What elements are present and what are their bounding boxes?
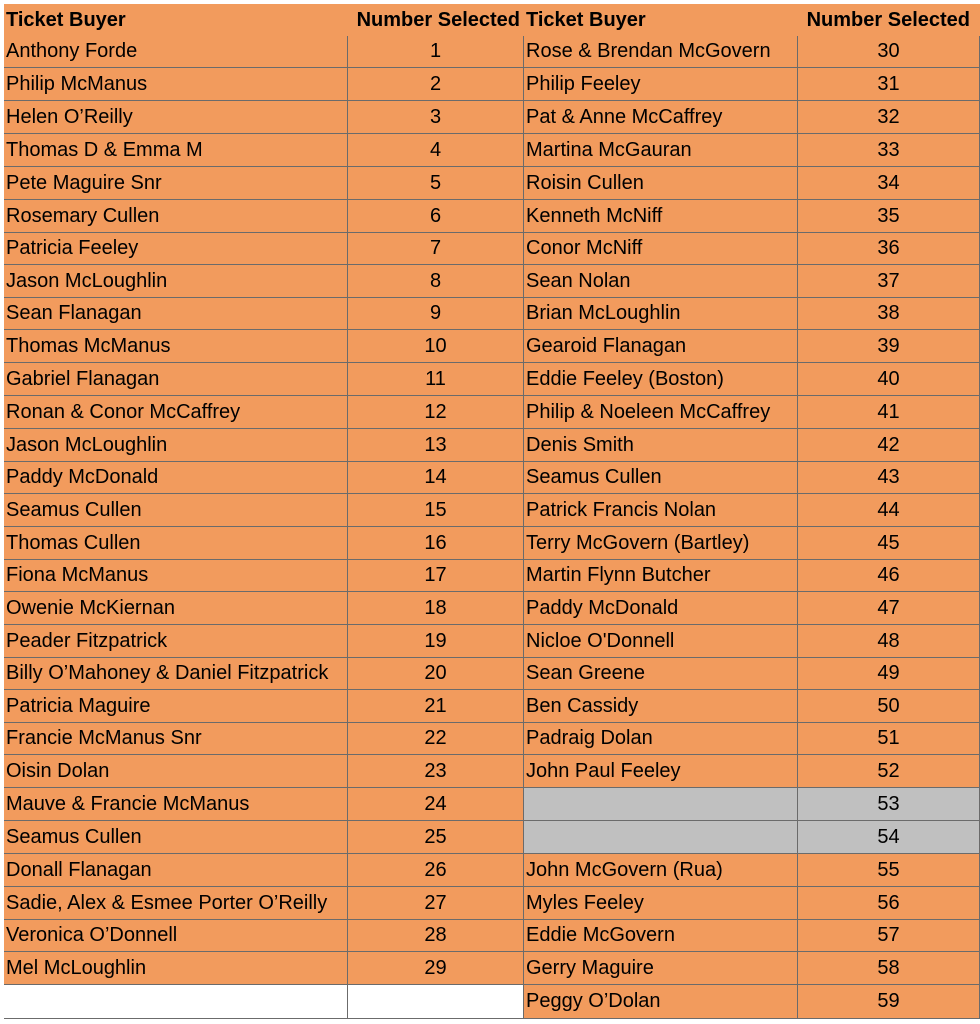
buyer-cell: Francie McManus Snr <box>4 723 348 755</box>
header-ticket-buyer-right: Ticket Buyer <box>524 4 798 36</box>
buyer-cell: Denis Smith <box>524 429 798 462</box>
number-cell: 44 <box>798 494 980 527</box>
buyer-cell: Philip McManus <box>4 68 348 101</box>
number-cell: 6 <box>348 200 524 233</box>
number-cell: 16 <box>348 527 524 560</box>
buyer-cell: Martin Flynn Butcher <box>524 560 798 592</box>
buyer-cell: John Paul Feeley <box>524 755 798 788</box>
table-row <box>4 363 980 396</box>
buyer-cell: Sean Nolan <box>524 265 798 298</box>
buyer-cell <box>524 821 798 854</box>
buyer-cell: Eddie Feeley (Boston) <box>524 363 798 396</box>
buyer-cell: Seamus Cullen <box>4 821 348 854</box>
buyer-cell: Mel McLoughlin <box>4 952 348 985</box>
number-cell: 11 <box>348 363 524 396</box>
buyer-cell: Billy O’Mahoney & Daniel Fitzpatrick <box>4 658 348 690</box>
number-cell: 20 <box>348 658 524 690</box>
buyer-cell: Patricia Feeley <box>4 233 348 265</box>
buyer-cell: Fiona McManus <box>4 560 348 592</box>
buyer-cell: Peader Fitzpatrick <box>4 625 348 658</box>
number-cell: 9 <box>348 298 524 330</box>
number-cell: 24 <box>348 788 524 821</box>
number-cell: 18 <box>348 592 524 625</box>
number-cell: 56 <box>798 887 980 920</box>
table-row <box>4 265 980 298</box>
header-row <box>4 4 980 36</box>
buyer-cell: Owenie McKiernan <box>4 592 348 625</box>
buyer-cell: Veronica O’Donnell <box>4 920 348 952</box>
buyer-cell: Jason McLoughlin <box>4 265 348 298</box>
number-cell: 32 <box>798 101 980 134</box>
number-cell: 23 <box>348 755 524 788</box>
header-ticket-buyer-left: Ticket Buyer <box>4 4 348 36</box>
table-row <box>4 658 980 690</box>
table-row <box>4 298 980 330</box>
number-cell: 41 <box>798 396 980 429</box>
buyer-cell: Pat & Anne McCaffrey <box>524 101 798 134</box>
table-row <box>4 920 980 952</box>
buyer-cell: Conor McNiff <box>524 233 798 265</box>
buyer-cell: Helen O’Reilly <box>4 101 348 134</box>
buyer-cell: Gabriel Flanagan <box>4 363 348 396</box>
table-row <box>4 462 980 494</box>
number-cell: 37 <box>798 265 980 298</box>
number-cell: 17 <box>348 560 524 592</box>
number-cell: 58 <box>798 952 980 985</box>
number-cell: 34 <box>798 167 980 200</box>
buyer-cell: Gerry Maguire <box>524 952 798 985</box>
buyer-cell: Rose & Brendan McGovern <box>524 36 798 68</box>
table-row <box>4 592 980 625</box>
number-cell: 25 <box>348 821 524 854</box>
number-cell: 46 <box>798 560 980 592</box>
number-cell: 45 <box>798 527 980 560</box>
number-cell: 57 <box>798 920 980 952</box>
number-cell: 4 <box>348 134 524 167</box>
number-cell: 27 <box>348 887 524 920</box>
table-row <box>4 887 980 920</box>
table-row <box>4 755 980 788</box>
buyer-cell: Anthony Forde <box>4 36 348 68</box>
buyer-cell: Thomas Cullen <box>4 527 348 560</box>
buyer-cell: Padraig Dolan <box>524 723 798 755</box>
table-row <box>4 101 980 134</box>
buyer-cell: Patrick Francis Nolan <box>524 494 798 527</box>
table-row <box>4 625 980 658</box>
table-row <box>4 68 980 101</box>
number-cell: 55 <box>798 854 980 887</box>
table-row <box>4 821 980 854</box>
buyer-cell: Brian McLoughlin <box>524 298 798 330</box>
table-row <box>4 527 980 560</box>
table-row <box>4 854 980 887</box>
header-number-selected-right: Number Selected <box>798 4 980 36</box>
number-cell: 33 <box>798 134 980 167</box>
table-row <box>4 690 980 723</box>
number-cell: 1 <box>348 36 524 68</box>
table-row <box>4 560 980 592</box>
number-cell: 40 <box>798 363 980 396</box>
number-cell: 36 <box>798 233 980 265</box>
buyer-cell: Patricia Maguire <box>4 690 348 723</box>
table-row <box>4 788 980 821</box>
buyer-cell <box>4 985 348 1019</box>
table-row <box>4 233 980 265</box>
buyer-cell: Roisin Cullen <box>524 167 798 200</box>
table-row <box>4 167 980 200</box>
number-cell: 38 <box>798 298 980 330</box>
table-row <box>4 985 980 1019</box>
table-row <box>4 330 980 363</box>
buyer-cell: Oisin Dolan <box>4 755 348 788</box>
number-cell: 26 <box>348 854 524 887</box>
number-cell: 21 <box>348 690 524 723</box>
number-cell: 59 <box>798 985 980 1019</box>
table-row <box>4 396 980 429</box>
number-cell <box>348 985 524 1019</box>
number-cell: 13 <box>348 429 524 462</box>
buyer-cell: Thomas D & Emma M <box>4 134 348 167</box>
buyer-cell: Kenneth McNiff <box>524 200 798 233</box>
buyer-cell <box>524 788 798 821</box>
table-row <box>4 429 980 462</box>
buyer-cell: Nicloe O'Donnell <box>524 625 798 658</box>
table-body <box>4 36 980 1019</box>
buyer-cell: Jason McLoughlin <box>4 429 348 462</box>
table-row <box>4 723 980 755</box>
buyer-cell: Paddy McDonald <box>4 462 348 494</box>
number-cell: 15 <box>348 494 524 527</box>
buyer-cell: Sadie, Alex & Esmee Porter O’Reilly <box>4 887 348 920</box>
buyer-cell: Paddy McDonald <box>524 592 798 625</box>
number-cell: 14 <box>348 462 524 494</box>
table-row <box>4 494 980 527</box>
ticket-sheet <box>4 4 980 1019</box>
number-cell: 8 <box>348 265 524 298</box>
number-cell: 2 <box>348 68 524 101</box>
number-cell: 29 <box>348 952 524 985</box>
number-cell: 28 <box>348 920 524 952</box>
buyer-cell: Sean Flanagan <box>4 298 348 330</box>
buyer-cell: Pete Maguire Snr <box>4 167 348 200</box>
number-cell: 35 <box>798 200 980 233</box>
table-row <box>4 36 980 68</box>
number-cell: 47 <box>798 592 980 625</box>
buyer-cell: Thomas McManus <box>4 330 348 363</box>
buyer-cell: Rosemary Cullen <box>4 200 348 233</box>
buyer-cell: Mauve & Francie McManus <box>4 788 348 821</box>
number-cell: 53 <box>798 788 980 821</box>
buyer-cell: Myles Feeley <box>524 887 798 920</box>
number-cell: 5 <box>348 167 524 200</box>
buyer-cell: Philip Feeley <box>524 68 798 101</box>
number-cell: 19 <box>348 625 524 658</box>
number-cell: 22 <box>348 723 524 755</box>
buyer-cell: Seamus Cullen <box>4 494 348 527</box>
buyer-cell: Eddie McGovern <box>524 920 798 952</box>
number-cell: 49 <box>798 658 980 690</box>
buyer-cell: Peggy O’Dolan <box>524 985 798 1019</box>
buyer-cell: Donall Flanagan <box>4 854 348 887</box>
number-cell: 31 <box>798 68 980 101</box>
table-row <box>4 134 980 167</box>
buyer-cell: Ronan & Conor McCaffrey <box>4 396 348 429</box>
number-cell: 3 <box>348 101 524 134</box>
number-cell: 39 <box>798 330 980 363</box>
number-cell: 42 <box>798 429 980 462</box>
number-cell: 51 <box>798 723 980 755</box>
number-cell: 43 <box>798 462 980 494</box>
table-row <box>4 200 980 233</box>
number-cell: 54 <box>798 821 980 854</box>
table-row <box>4 952 980 985</box>
buyer-cell: John McGovern (Rua) <box>524 854 798 887</box>
buyer-cell: Seamus Cullen <box>524 462 798 494</box>
number-cell: 30 <box>798 36 980 68</box>
header-number-selected-left: Number Selected <box>348 4 524 36</box>
buyer-cell: Gearoid Flanagan <box>524 330 798 363</box>
number-cell: 50 <box>798 690 980 723</box>
buyer-cell: Ben Cassidy <box>524 690 798 723</box>
buyer-cell: Terry McGovern (Bartley) <box>524 527 798 560</box>
buyer-cell: Sean Greene <box>524 658 798 690</box>
number-cell: 52 <box>798 755 980 788</box>
number-cell: 10 <box>348 330 524 363</box>
number-cell: 12 <box>348 396 524 429</box>
number-cell: 48 <box>798 625 980 658</box>
number-cell: 7 <box>348 233 524 265</box>
buyer-cell: Martina McGauran <box>524 134 798 167</box>
buyer-cell: Philip & Noeleen McCaffrey <box>524 396 798 429</box>
